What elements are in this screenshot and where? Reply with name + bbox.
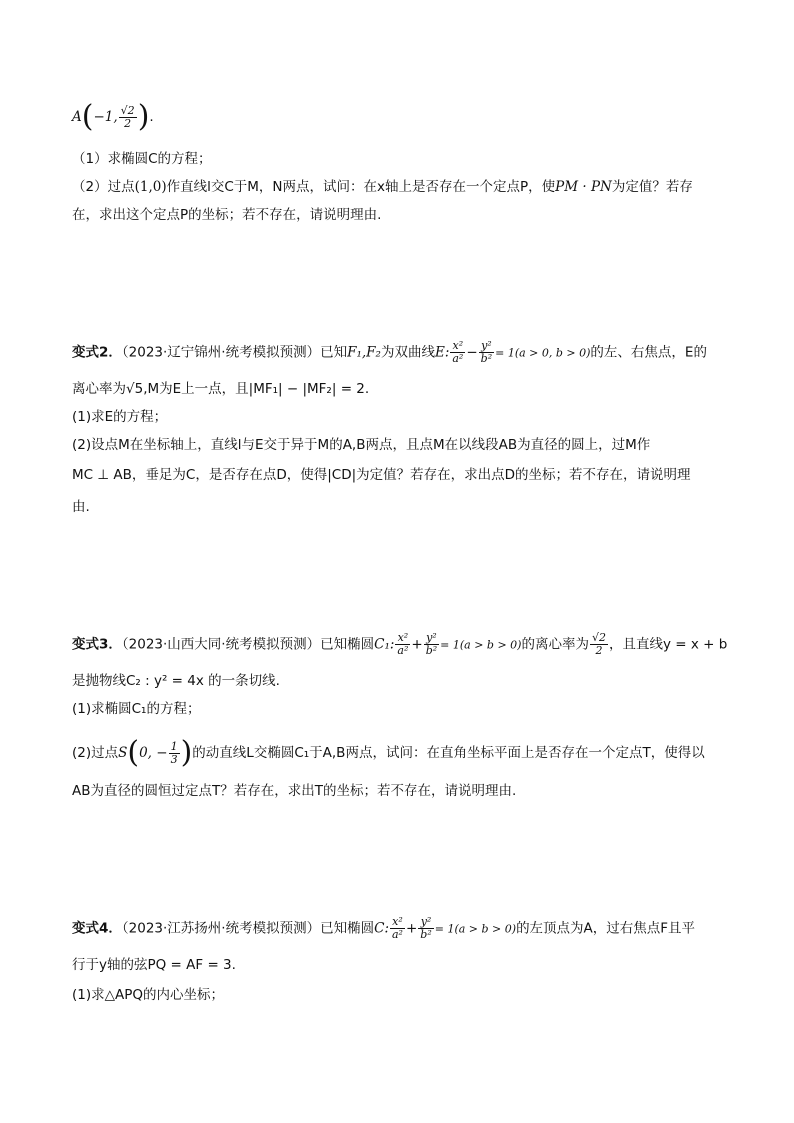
prev-q1: （1）求椭圆C的方程； — [72, 151, 212, 167]
variant-3-q1: (1)求椭圆C₁的方程； — [72, 701, 201, 717]
point-a-line: A(−1, $\frac{√2}{2}$ ). — [72, 99, 154, 134]
variant-2-line2: 离心率为√5,M为E上一点，且|MF₁| − |MF₂| = 2. — [72, 381, 370, 397]
variant-2-q2-line1: (2)设点M在坐标轴上，直线l与E交于异于M的A,B两点，且点M在以线段AB为直径的圆上，过M作 — [72, 437, 651, 453]
variant-3-q2-line1: (2)过点S(0, − $\frac{1}{3}$ )的动直线L交椭圆C₁于A,B两点，试问：在直角坐标平面上是否存在一个定点T，使得以 — [72, 735, 705, 770]
variant-4-line2: 行于y轴的弦PQ = AF = 3. — [72, 957, 236, 973]
vector-product: PM · PN — [555, 179, 612, 195]
variant-2-label: 变式2． — [72, 344, 122, 361]
variant-4-q1: (1)求△APQ的内心坐标； — [72, 987, 225, 1003]
variant-2-q2-line3: 由. — [72, 499, 90, 515]
variant-2-q1: (1)求E的方程； — [72, 409, 168, 425]
variant-3-label: 变式3． — [72, 636, 122, 653]
sqrt2-over-2: $\frac{√2}{2}$ — [120, 103, 135, 130]
variant-2-stem: 变式2．（2023·辽宁锦州·统考模拟预测）已知F₁,F₂为双曲线E: $\frac{\text{x²}}{\text{a²}}$ − $\frac{\text{y²}}{\text{b²}}$ = 1(a > 0, b > 0)的左、右焦点，E的 — [72, 339, 707, 365]
variant-3-stem: 变式3．（2023·山西大同·统考模拟预测）已知椭圆C₁: $\frac{\text{x²}}{\text{a²}}$ + $\frac{\text{y²}}{\text{b²}}$ = 1(a > b > 0)的离心率为 $\frac{√2}{2}$ ，且直线y = x + b — [72, 631, 728, 657]
prev-q2-line1: （2）过点(1,0)作直线l交C于M，N两点，试问：在x轴上是否存在一个定点P，使PM · PN为定值？若存 — [72, 179, 693, 195]
prev-q2-line2: 在，求出这个定点P的坐标；若不存在，请说明理由. — [72, 207, 382, 223]
variant-4-label: 变式4． — [72, 920, 122, 937]
variant-4-stem: 变式4．（2023·江苏扬州·统考模拟预测）已知椭圆C: $\frac{\text{x²}}{\text{a²}}$ + $\frac{\text{y²}}{\text{b²}}$ = 1(a > b > 0)的左顶点为A，过右焦点F且平 — [72, 915, 696, 941]
variant-2-q2-line2: MC ⊥ AB，垂足为C，是否存在点D，使得|CD|为定值？若存在，求出点D的坐标；若不存在，请说明理 — [72, 467, 691, 483]
variant-3-q2-line2: AB为直径的圆恒过定点T？若存在，求出T的坐标；若不存在，请说明理由. — [72, 783, 517, 799]
variant-3-line2: 是抛物线C₂ : y² = 4x 的一条切线. — [72, 673, 280, 689]
